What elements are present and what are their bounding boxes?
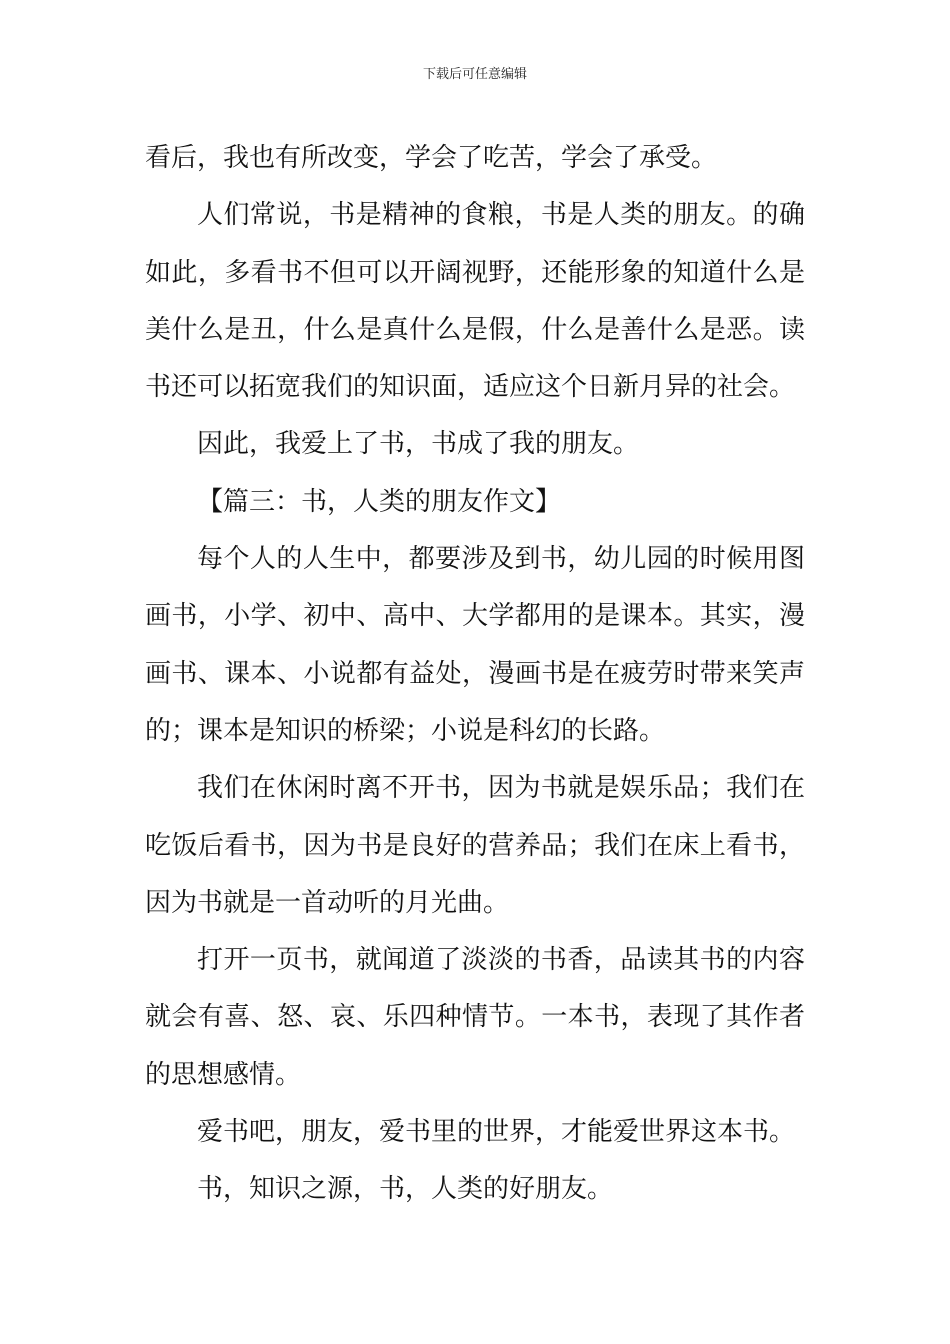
document-body (145, 130, 805, 1219)
paragraph: 因此，我爱上了书，书成了我的朋友。 (197, 429, 640, 460)
paragraph: 我们在休闲时离不开书，因为书就是娱乐品；我们在吃饭后看书，因为书是良好的营养品；我们在床上看书，因为书就是一首动听的月光曲。 (145, 773, 805, 918)
paragraph-continuation: 看后，我也有所改变，学会了吃苦，学会了承受。 (145, 143, 718, 173)
paragraph: 每个人的人生中，都要涉及到书，幼儿园的时候用图画书，小学、初中、高中、大学都用的是课本。其实，漫画书、课本、小说都有益处，漫画书是在疲劳时带来笑声的；课本是知识的桥梁；小说是科幻的长路。 (145, 544, 805, 746)
section-heading: 【篇三：书，人类的朋友作文】 (197, 486, 562, 517)
page-header-note: 下载后可任意编辑 (422, 67, 527, 82)
paragraph: 爱书吧，朋友，爱书里的世界，才能爱世界这本书。 (197, 1117, 796, 1148)
paragraph: 书，知识之源，书，人类的好朋友。 (197, 1174, 614, 1205)
paragraph: 打开一页书，就闻道了淡淡的书香，品读其书的内容就会有喜、怒、哀、乐四种情节。一本书，表现了其作者的思想感情。 (145, 945, 805, 1090)
paragraph: 人们常说，书是精神的食粮，书是人类的朋友。的确如此，多看书不但可以开阔视野，还能形象的知道什么是美什么是丑，什么是真什么是假，什么是善什么是恶。读书还可以拓宽我们的知识面，适应这个日新月异的社会。 (145, 200, 805, 403)
